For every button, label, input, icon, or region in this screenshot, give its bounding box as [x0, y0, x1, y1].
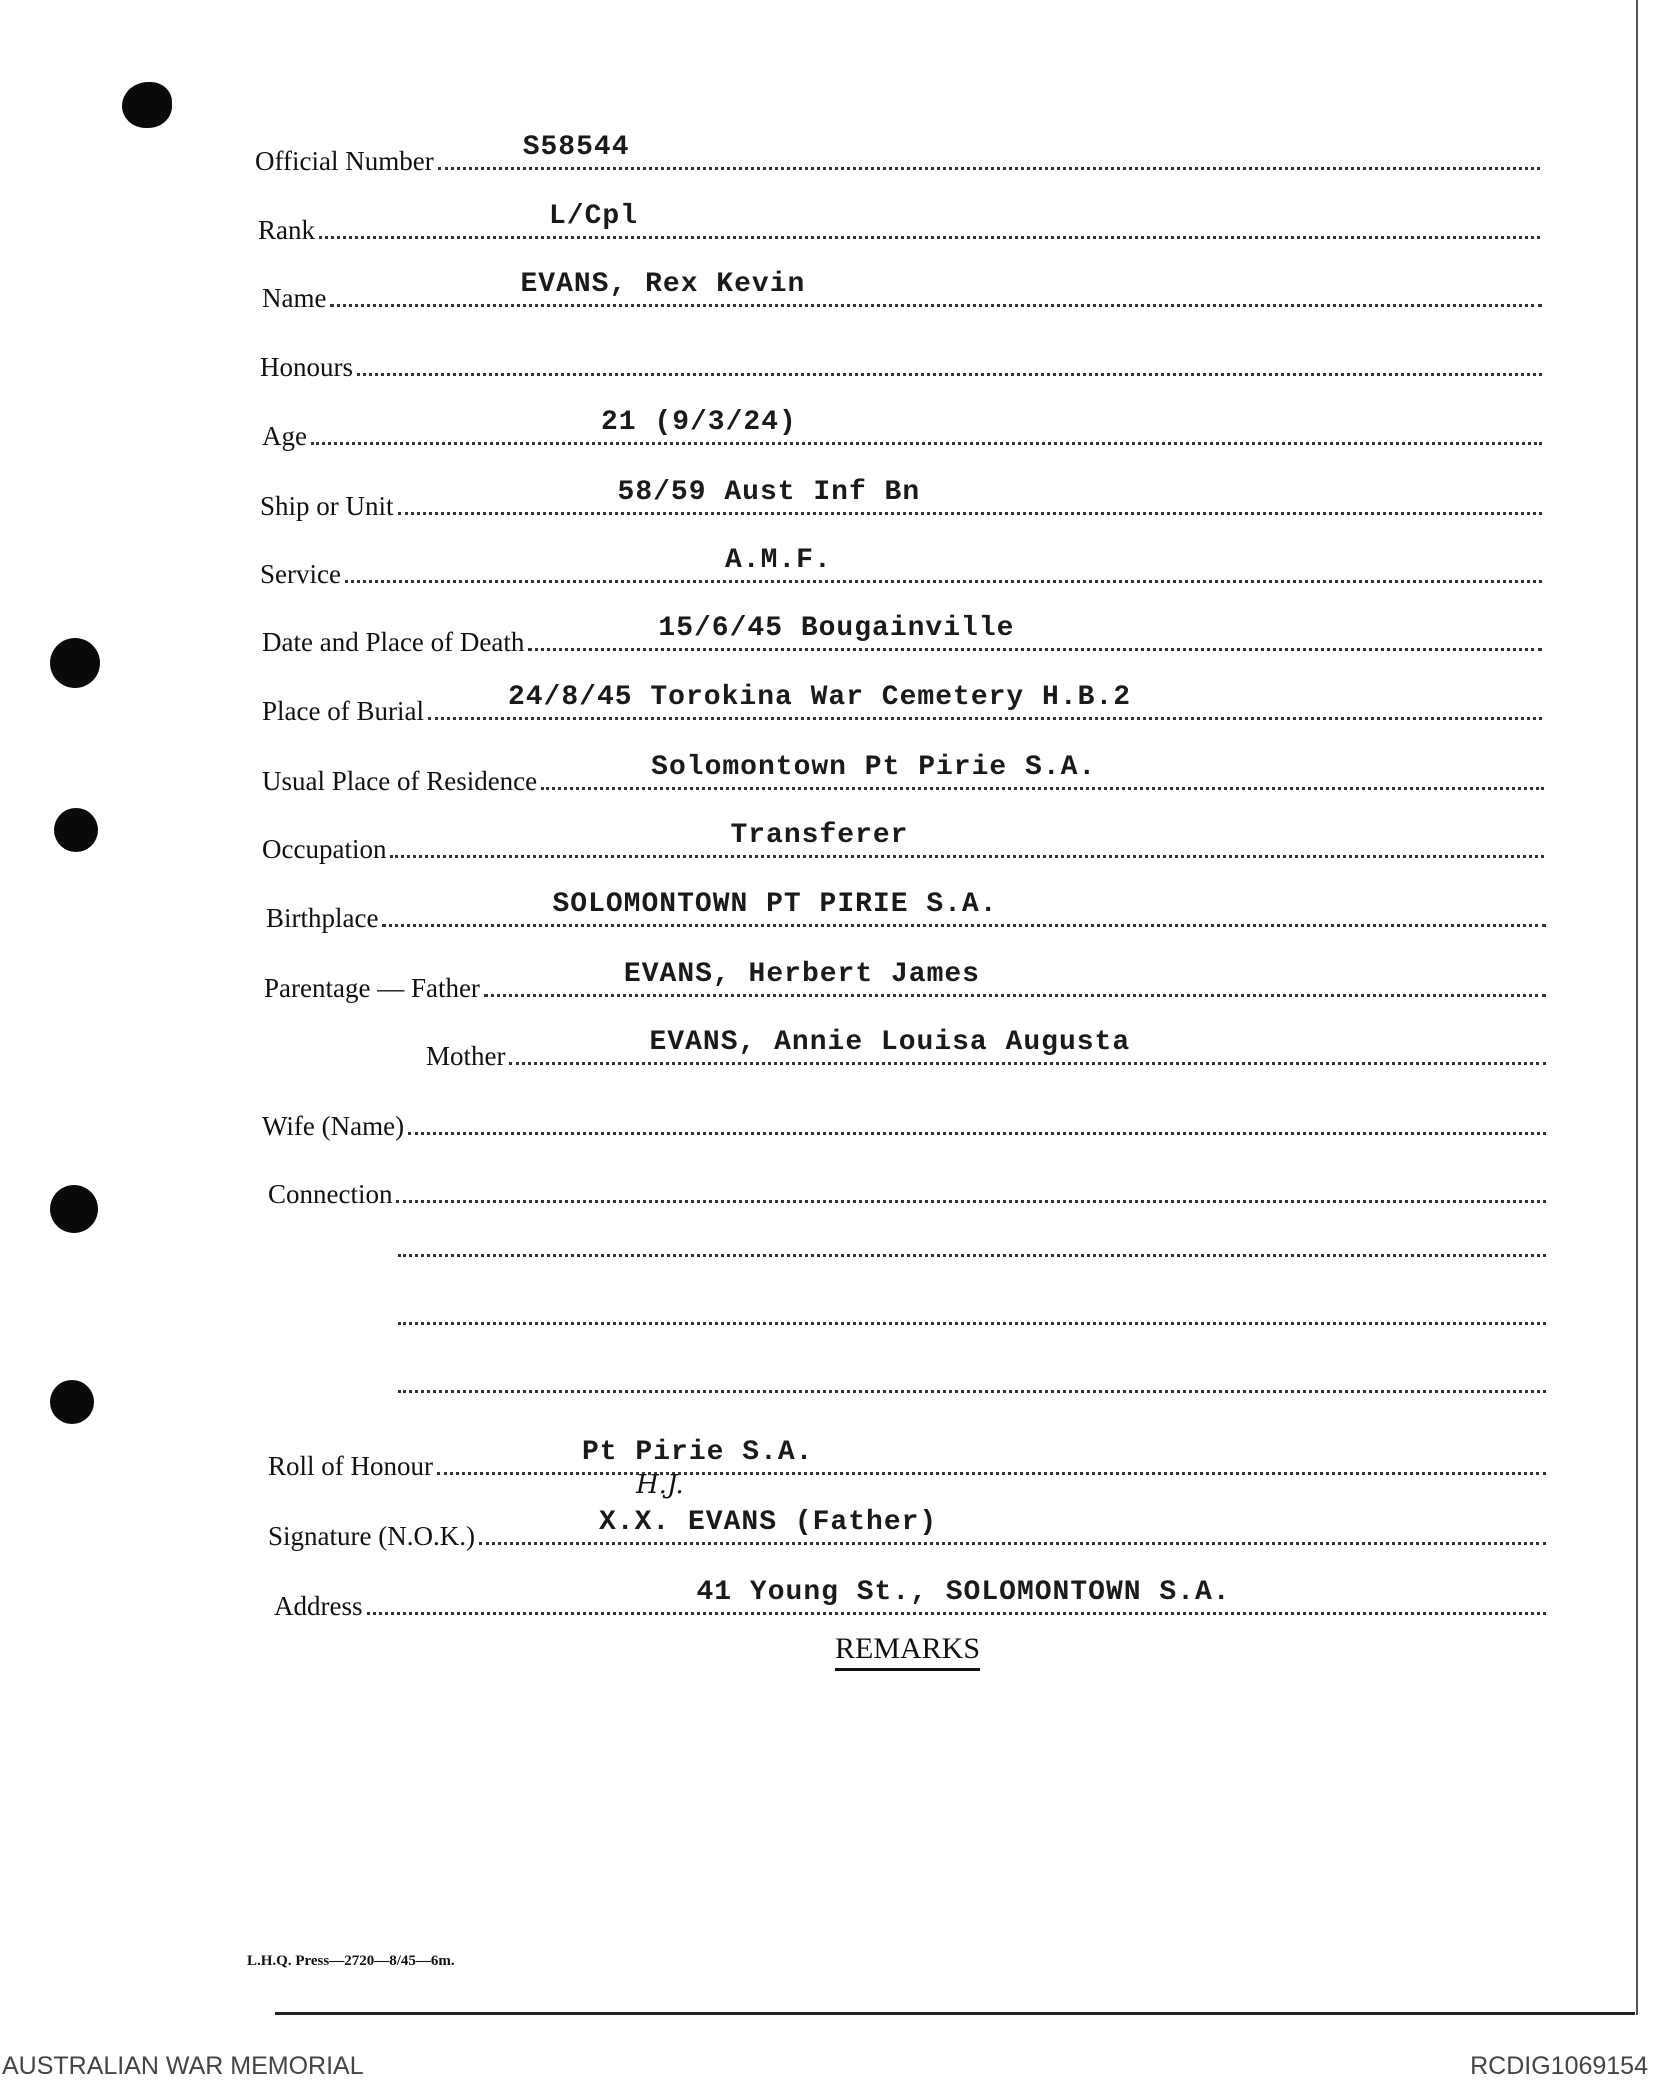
punch-hole-3	[50, 1185, 98, 1233]
punch-hole-1	[50, 638, 100, 688]
field-label: Connection	[268, 1179, 393, 1209]
field-label: Address	[274, 1591, 363, 1621]
connection-line-3	[398, 1322, 1546, 1325]
footer-archive-name: AUSTRALIAN WAR MEMORIAL	[2, 2052, 364, 2080]
field-label: Service	[260, 559, 341, 589]
connection-line-4	[398, 1390, 1546, 1393]
field-value: 41 Young St., SOLOMONTOWN S.A.	[696, 1577, 1231, 1608]
field-occupation	[262, 820, 1544, 864]
field-label: Roll of Honour	[268, 1451, 433, 1481]
form-right-edge	[1636, 0, 1638, 2015]
field-label: Wife (Name)	[262, 1111, 405, 1141]
field-label: Honours	[260, 352, 353, 382]
field-value: EVANS, Herbert James	[623, 959, 980, 990]
field-address	[274, 1577, 1546, 1621]
field-place-of-burial	[262, 682, 1542, 726]
field-label: Age	[262, 421, 307, 451]
field-value: EVANS, Annie Louisa Augusta	[649, 1027, 1131, 1058]
field-mother	[426, 1027, 1546, 1071]
field-label: Rank	[258, 215, 315, 245]
footer-record-id: RCDIG1069154	[1470, 2052, 1648, 2080]
field-wife-name	[262, 1100, 1546, 1140]
field-label: Occupation	[262, 834, 387, 864]
field-value: Solomontown Pt Pirie S.A.	[651, 752, 1097, 783]
field-value: L/Cpl	[549, 201, 639, 232]
form-bottom-edge	[275, 2012, 1635, 2015]
field-label: Birthplace	[266, 903, 379, 933]
field-date-place-death	[262, 613, 1542, 657]
remarks-heading: REMARKS	[835, 1632, 980, 1671]
field-signature-nok	[268, 1507, 1546, 1551]
field-value: S58544	[522, 132, 630, 163]
field-value: 58/59 Aust Inf Bn	[617, 477, 921, 508]
field-father	[264, 959, 1546, 1003]
field-label: Ship or Unit	[260, 491, 394, 521]
field-label: Signature (N.O.K.)	[268, 1521, 475, 1551]
field-label: Usual Place of Residence	[262, 766, 538, 796]
field-connection	[268, 1168, 1546, 1208]
punch-hole-top	[122, 82, 172, 128]
field-rank	[258, 201, 1540, 245]
handwritten-initials: H.J.	[636, 1470, 684, 1500]
field-label: Place of Burial	[262, 696, 424, 726]
field-ship-or-unit	[260, 477, 1542, 521]
field-official-number	[255, 132, 1540, 176]
punch-hole-4	[50, 1380, 94, 1424]
field-roll-of-honour	[268, 1437, 1546, 1481]
field-value: SOLOMONTOWN PT PIRIE S.A.	[552, 889, 998, 920]
field-value: A.M.F.	[724, 545, 832, 576]
field-label: Name	[262, 283, 327, 313]
punch-hole-2	[54, 808, 98, 852]
field-value: Transferer	[730, 820, 909, 851]
connection-line-2	[398, 1254, 1546, 1257]
field-value: Pt Pirie S.A.	[582, 1437, 814, 1468]
field-honours	[260, 341, 1542, 381]
field-usual-residence	[262, 752, 1544, 796]
field-label: Mother	[426, 1041, 506, 1071]
field-name	[262, 269, 1542, 313]
field-label: Parentage — Father	[264, 973, 480, 1003]
field-value: 15/6/45 Bougainville	[658, 613, 1015, 644]
field-label: Date and Place of Death	[262, 627, 525, 657]
field-value: X.X. EVANS (Father)	[598, 1507, 938, 1538]
field-label: Official Number	[255, 146, 434, 176]
printer-mark: L.H.Q. Press—2720—8/45—6m.	[247, 1953, 455, 1969]
field-service	[260, 545, 1542, 589]
field-value: 21 (9/3/24)	[600, 407, 797, 438]
field-value: EVANS, Rex Kevin	[520, 269, 806, 300]
field-value: 24/8/45 Torokina War Cemetery H.B.2	[507, 682, 1132, 713]
field-age	[262, 407, 1542, 451]
field-birthplace	[266, 889, 1546, 933]
